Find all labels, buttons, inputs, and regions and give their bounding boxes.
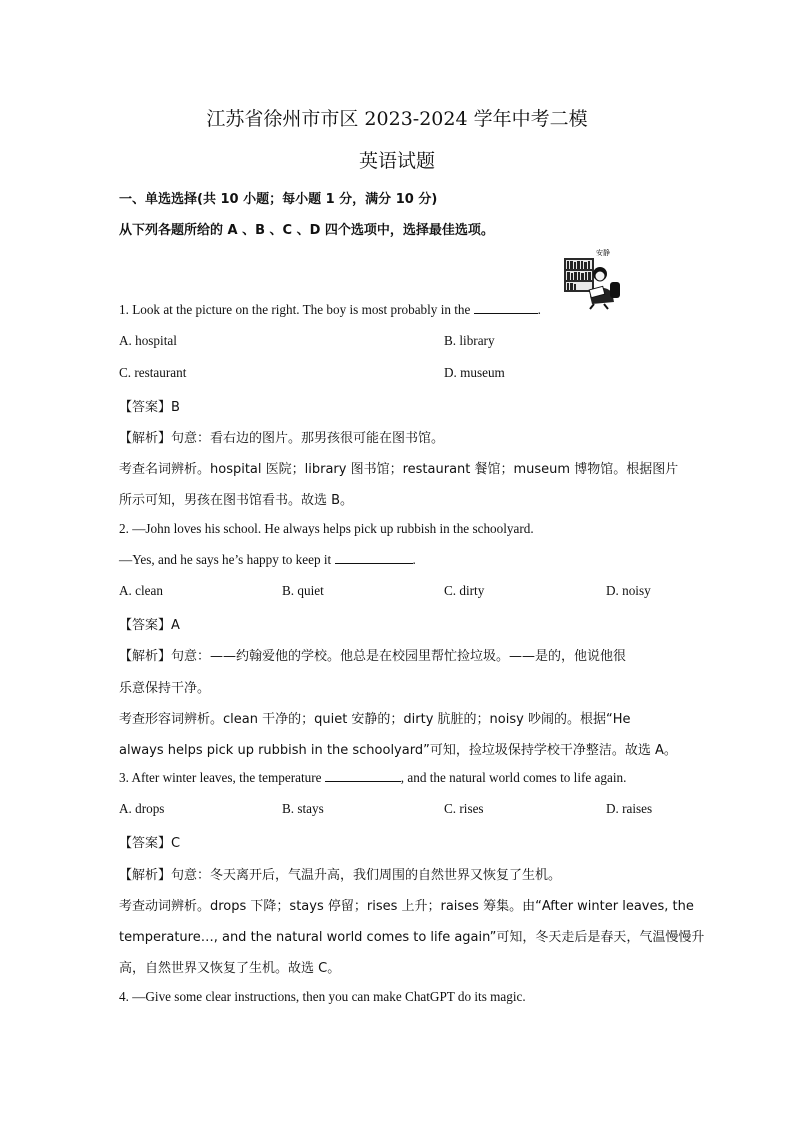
- option-d: D. noisy: [606, 583, 651, 598]
- question-1-stem: [119, 302, 541, 318]
- answer-1: 【答案】B: [119, 400, 180, 415]
- question-4-stem-1: 4. —Give some clear instructions, then you can make ChatGPT do its magic.: [119, 989, 526, 1004]
- question-3-text-end: , and the natural world comes to life again.: [400, 770, 627, 785]
- option-b: B. stays: [282, 801, 324, 816]
- question-2-punct: .: [412, 552, 416, 567]
- analysis-3-line-1: 【解析】句意：冬天离开后，气温升高，我们周围的自然世界又恢复了生机。: [119, 868, 562, 883]
- answer-blank: [325, 770, 401, 782]
- analysis-2-line-3: 考查形容词辨析。clean 干净的；quiet 安静的；dirty 肮脏的；noisy 吵闹的。根据“He: [119, 712, 631, 727]
- analysis-2-line-2: 乐意保持干净。: [119, 681, 211, 696]
- question-3-stem: [119, 770, 626, 786]
- analysis-2-line-1: 【解析】句意：——约翰爱他的学校。他总是在校园里帮忙捡垃圾。——是的，他说他很: [119, 649, 627, 664]
- answer-2: 【答案】A: [119, 618, 180, 633]
- section-heading: 一、单选选择(共 10 小题；每小题 1 分，满分 10 分): [119, 192, 438, 207]
- analysis-3-line-4: 高，自然世界又恢复了生机。故选 C。: [119, 961, 341, 976]
- question-2-stem-2: [119, 552, 416, 568]
- option-d: D. museum: [444, 365, 505, 380]
- analysis-1-line-3: 所示可知，男孩在图书馆看书。故选 B。: [119, 493, 354, 508]
- option-c: C. dirty: [444, 583, 485, 598]
- analysis-2-line-4: always helps pick up rubbish in the schoolyard”可知，捡垃圾保持学校干净整洁。故选 A。: [119, 743, 677, 758]
- option-c: C. restaurant: [119, 365, 187, 380]
- answer-blank: [335, 552, 413, 564]
- option-b: B. quiet: [282, 583, 324, 598]
- question-2-stem-1: 2. —John loves his school. He always helps pick up rubbish in the schoolyard.: [119, 521, 534, 536]
- page-subtitle: 英语试题: [358, 150, 435, 172]
- option-a: A. clean: [119, 583, 163, 598]
- question-1-text: 1. Look at the picture on the right. The boy is most probably in the: [119, 302, 471, 317]
- question-3-text: 3. After winter leaves, the temperature: [119, 770, 322, 785]
- option-c: C. rises: [444, 801, 484, 816]
- image-caption: 安静: [596, 249, 610, 257]
- option-a: A. drops: [119, 801, 165, 816]
- question-1-punct: .: [537, 302, 541, 317]
- option-b: B. library: [444, 333, 495, 348]
- analysis-1-line-2: 考查名词辨析。hospital 医院；library 图书馆；restaurant 餐馆；museum 博物馆。根据图片: [119, 462, 679, 477]
- section-instruction: 从下列各题所给的 A 、B 、C 、D 四个选项中，选择最佳选项。: [119, 223, 494, 238]
- question-2-text: —Yes, and he says he’s happy to keep it: [119, 552, 332, 567]
- option-d: D. raises: [606, 801, 653, 816]
- analysis-3-line-2: 考查动词辨析。drops 下降；stays 停留；rises 上升；raises 筹集。由“After winter leaves, the: [119, 899, 694, 914]
- boy-reading-library-image: [560, 246, 622, 310]
- analysis-3-line-3: temperature…, and the natural world comes to life again”可知，冬天走后是春天，气温慢慢升: [119, 930, 705, 945]
- option-a: A. hospital: [119, 333, 177, 348]
- analysis-1-line-1: 【解析】句意：看右边的图片。那男孩很可能在图书馆。: [119, 431, 445, 446]
- page-title: 江苏省徐州市市区 2023-2024 学年中考二模: [206, 108, 588, 130]
- answer-blank: [474, 302, 538, 314]
- answer-3: 【答案】C: [119, 836, 181, 851]
